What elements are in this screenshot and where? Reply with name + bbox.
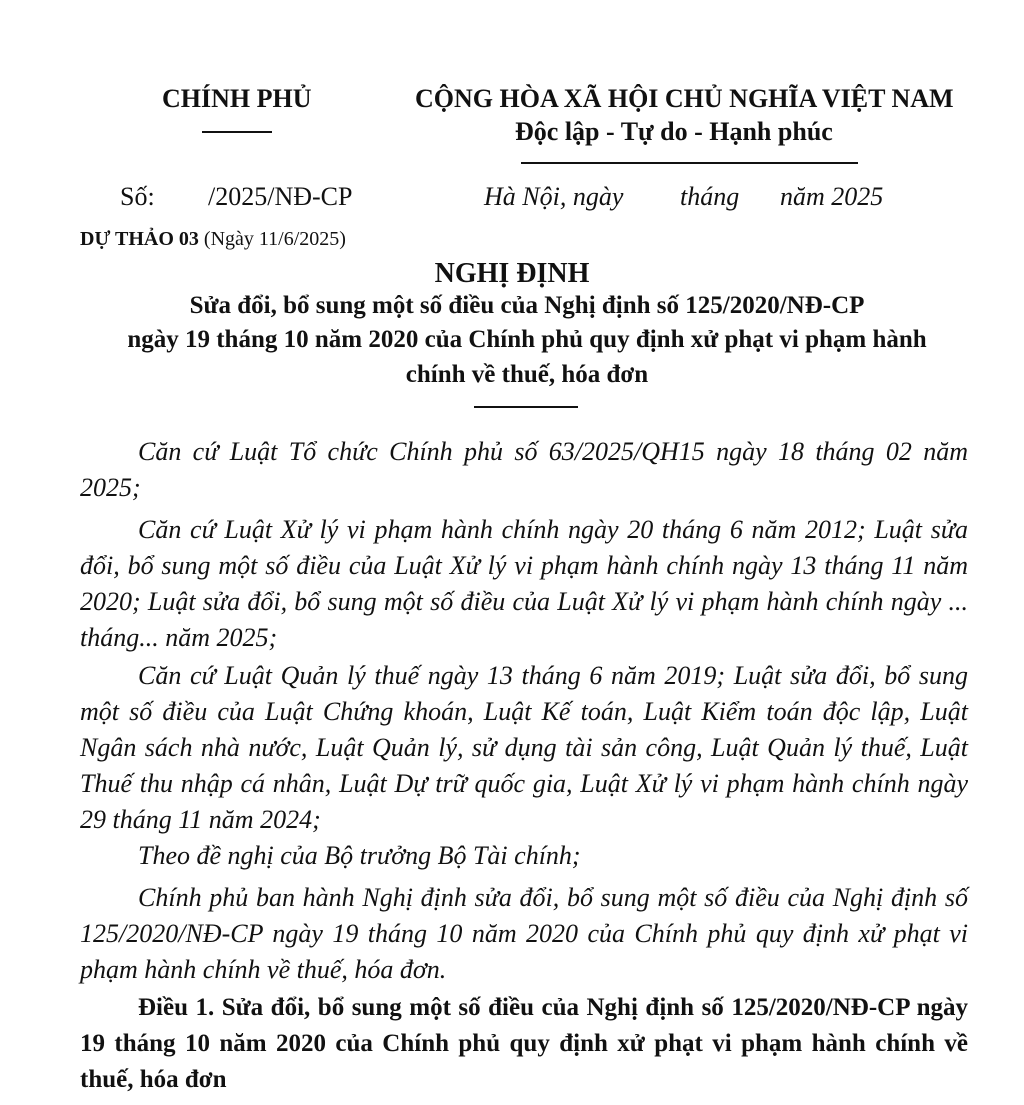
document-type-heading: NGHỊ ĐỊNH (434, 258, 590, 289)
draft-date: (Ngày 11/6/2025) (203, 228, 346, 250)
motto-underline (521, 162, 858, 164)
draft-marker (80, 228, 346, 251)
agency-name: CHÍNH PHỦ (162, 84, 312, 113)
document-number-label: Số: (120, 182, 155, 211)
document-number: /2025/NĐ-CP (208, 182, 353, 211)
date-month: tháng (680, 182, 740, 211)
title-underline (474, 406, 578, 408)
article-1-heading: Điều 1. Sửa đổi, bổ sung một số điều của Nghị định số 125/2020/NĐ-CP ngày 19 tháng 10 năm 2020 của Chính phủ quy định xử phạt vi phạm hành chính về thuế, hóa đơn (80, 994, 968, 1093)
preamble-paragraph: Căn cứ Luật Tổ chức Chính phủ số 63/2025/QH15 ngày 18 tháng 02 năm 2025; (80, 437, 968, 502)
preamble-paragraph: Căn cứ Luật Quản lý thuế ngày 13 tháng 6 năm 2019; Luật sửa đổi, bổ sung một số điều của Luật Chứng khoán, Luật Kế toán, Luật Kiểm toán độc lập, Luật Ngân sách nhà nước, Luật Quản lý, sử dụng tài sản công, Luật Quản lý thuế, Luật Thuế thu nhập cá nhân, Luật Dự trữ quốc gia, Luật Xử lý vi phạm hành chính ngày 29 tháng 11 năm 2024; (80, 661, 968, 834)
motto: Độc lập - Tự do - Hạnh phúc (515, 117, 833, 146)
date-year: năm 2025 (780, 182, 884, 211)
title-line-1: Sửa đổi, bổ sung một số điều của Nghị định số 125/2020/NĐ-CP (189, 292, 865, 319)
preamble-paragraph: Căn cứ Luật Xử lý vi phạm hành chính ngày 20 tháng 6 năm 2012; Luật sửa đổi, bổ sung một số điều của Luật Xử lý vi phạm hành chính ngày 13 tháng 11 năm 2020; Luật sửa đổi, bổ sung một số điều của Luật Xử lý vi phạm hành chính ngày ... tháng... năm 2025; (80, 515, 968, 652)
preamble-paragraph: Chính phủ ban hành Nghị định sửa đổi, bổ sung một số điều của Nghị định số 125/2020/NĐ-CP ngày 19 tháng 10 năm 2020 của Chính phủ quy định xử phạt vi phạm hành chính về thuế, hóa đơn. (80, 883, 968, 984)
draft-label: DỰ THẢO 03 (80, 228, 199, 250)
country-name: CỘNG HÒA XÃ HỘI CHỦ NGHĨA VIỆT NAM (415, 84, 954, 113)
preamble-paragraph: Theo đề nghị của Bộ trưởng Bộ Tài chính; (138, 841, 581, 870)
title-line-2: ngày 19 tháng 10 năm 2020 của Chính phủ quy định xử phạt vi phạm hành (127, 326, 927, 353)
title-line-3: chính về thuế, hóa đơn (405, 361, 649, 388)
agency-underline (202, 131, 272, 133)
place-date: Hà Nội, ngày (484, 182, 624, 211)
